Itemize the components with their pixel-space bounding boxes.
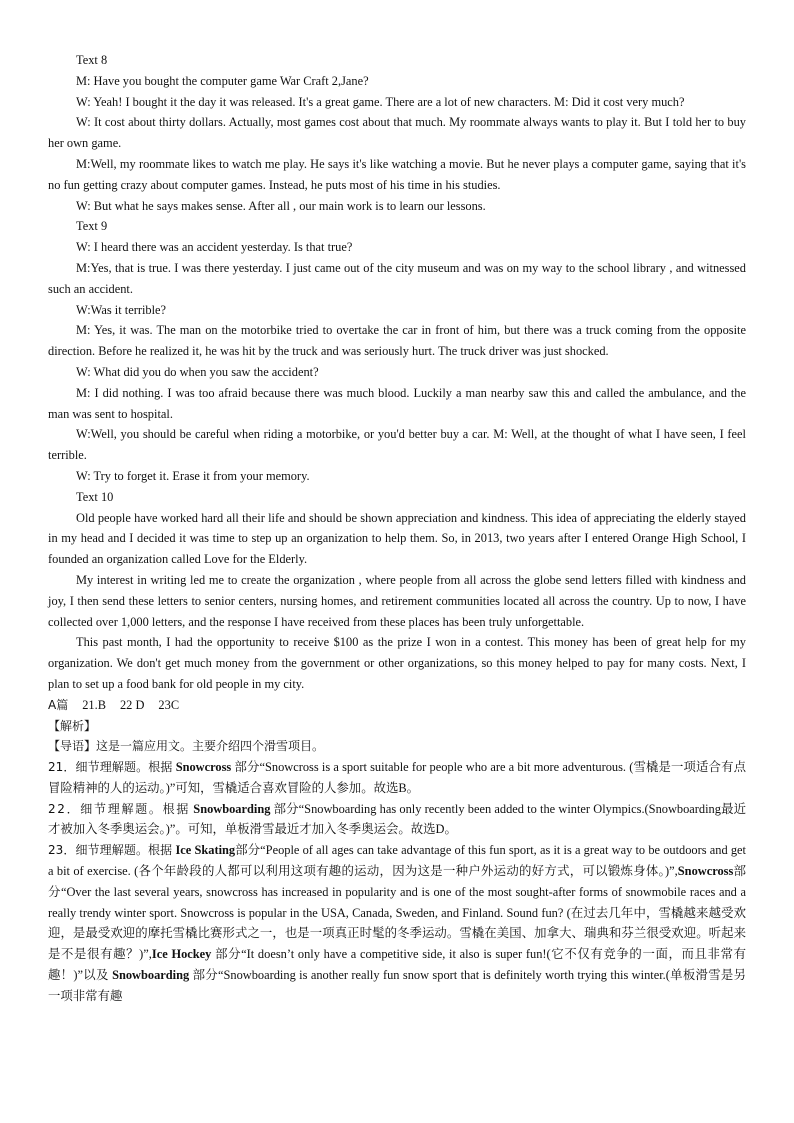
term-ice-skating: Ice Skating bbox=[175, 843, 236, 858]
text8-line-3: W: It cost about thirty dollars. Actually, most games cost about that much. My roommate always wants to play it. But I told her to buy her own game. bbox=[48, 115, 746, 151]
analysis-heading: 【解析】 bbox=[48, 718, 97, 733]
term-snowcross: Snowcross bbox=[175, 760, 232, 775]
text8-line-1: M: Have you bought the computer game War Craft 2,Jane? bbox=[76, 73, 369, 88]
text9-line-6: M: I did nothing. I was too afraid because there was much blood. Luckily a man nearby saw this and called the ambulance, and the man was sent to hospital. bbox=[48, 385, 746, 421]
term-snowboarding: Snowboarding bbox=[193, 801, 271, 816]
answer-22: 22 D bbox=[119, 697, 145, 712]
text8-line-4: M:Well, my roommate likes to watch me play. He says it's like watching a movie. But he never plays a computer game, saying that it's no fun getting crazy about computer games. Instead, he puts most of his time in his studies. bbox=[48, 156, 746, 192]
text9-line-1: W: I heard there was an accident yesterday. Is that true? bbox=[76, 240, 353, 255]
text9-line-4: M: Yes, it was. The man on the motorbike tried to overtake the car in front of him, but there was a truck coming from the opposite direction. Before he realized it, he was hit by the truck and was seriously hurt. The truck driver was just shocked. bbox=[48, 323, 746, 359]
text10-heading: Text 10 bbox=[76, 489, 114, 504]
text8-line-2: W: Yeah! I bought it the day it was released. It's a great game. There are a lot of new characters. M: Did it cost very much? bbox=[76, 94, 685, 109]
analysis-q21: 21．细节理解题。根据 Snowcross 部分“Snowcross is a sport suitable for people who are a bit more adventurous. (雪橇是一项适合有点冒险精神的人的运动。)”可知，雪橇适合喜欢冒险的人参加。故选B。 bbox=[48, 760, 746, 795]
answer-line bbox=[48, 695, 746, 716]
text10-paragraph-1: Old people have worked hard all their life and should be shown appreciation and kindness. This idea of appreciating the elderly stayed in my head and I decided it was time to step up an organization to help them. So, in 2013, two years after I entered Orange High School, I founded an organization called Love for the Elderly. bbox=[48, 510, 746, 567]
text8-line-5: W: But what he says makes sense. After all , our main work is to learn our lessons. bbox=[76, 198, 486, 213]
text9-line-7: W:Well, you should be careful when riding a motorbike, or you'd better buy a car. M: Well, at the thought of what I have seen, I feel terrible. bbox=[48, 427, 746, 463]
text8-heading: Text 8 bbox=[76, 53, 108, 67]
text9-line-2: M:Yes, that is true. I was there yesterday. I just came out of the city museum and was on my way to the school library , and witnessed such an accident. bbox=[48, 260, 746, 296]
text9-line-3: W:Was it terrible? bbox=[76, 302, 167, 317]
text10-paragraph-2: My interest in writing led me to create the organization , where people from all across the globe send letters filled with kindness and joy, I then send these letters to senior centers, nursing homes, and retirement communities located all across the country. Up to now, I have collected over 1,000 letters, and the response I have received from these places has been truly unforgettable. bbox=[48, 572, 746, 629]
answer-23: 23C bbox=[158, 697, 180, 712]
answer-section: A篇 bbox=[48, 697, 69, 712]
text9-line-8: W: Try to forget it. Erase it from your memory. bbox=[76, 468, 310, 483]
answer-21: 21.B bbox=[82, 697, 106, 712]
analysis-intro: 【导语】这是一篇应用文。主要介绍四个滑雪项目。 bbox=[48, 739, 325, 754]
analysis-q22: 22．细节理解题。根据 Snowboarding 部分“Snowboarding has only recently been added to the winter Olympics.(Snowboarding最近才被加入冬季奥运会。)”。可知，单板滑雪最近才加入冬季奥运会。故选D。 bbox=[48, 801, 746, 837]
text9-heading: Text 9 bbox=[76, 219, 108, 234]
term-snowcross-2: Snowcross bbox=[677, 864, 734, 879]
analysis-q23: 23．细节理解题。根据 Ice Skating部分“People of all ages can take advantage of this fun sport, as it is a great way to be outdoors and get a bit of exercise. (各个年龄段的人都可以利用这项有趣的运动，因为这是一种户外运动的好方式，可以锻炼身体。)”,Snowcross部分“Over the last several years, snowcross has increased in popularity and is one of the most sought-after forms of snowmobile races and a really trendy winter sport. Snowcross is popular in the USA, Canada, Sweden, and Finland. Sound fun? (在过去几年中，雪橇越来越受欢迎，是最受欢迎的摩托雪橇比赛形式之一，也是一项真正时髦的冬季运动。雪橇在美国、加拿大、瑞典和芬兰很受欢迎。听起来是不是很有趣？)”,Ice Hockey 部分“It doesn’t only have a competitive side, it also is super fun!(它不仅有竞争的一面，而且非常有趣！)”以及 Snowboarding 部分“Snowboarding is another really fun snow sport that is definitely worth trying this winter.(单板滑雪是另一项非常有趣 bbox=[48, 843, 747, 1003]
text10-paragraph-3: This past month, I had the opportunity to receive $100 as the prize I won in a contest. This money has been of great help for my organization. We don't get much money from the government or other organizations, so this money helped to pay for many costs. Next, I plan to set up a food bank for old people in my city. bbox=[48, 635, 746, 691]
term-ice-hockey: Ice Hockey bbox=[151, 947, 212, 962]
term-snowboarding-2: Snowboarding bbox=[112, 968, 190, 983]
text9-line-5: W: What did you do when you saw the accident? bbox=[76, 364, 319, 379]
